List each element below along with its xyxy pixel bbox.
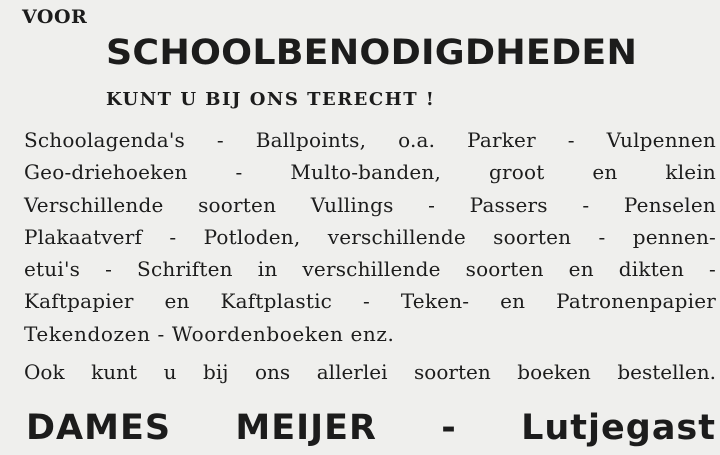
subheadline: KUNT U BIJ ONS TERECHT ! [106,89,436,110]
product-line: Kaftpapier en Kaftplastic - Teken- en Patronenpapier [24,289,716,314]
closing-text: Ook kunt u bij ons allerlei soorten boeken bestellen. [24,360,716,384]
product-line: Tekendozen - Woordenboeken enz. [24,321,395,346]
headline: SCHOOLBENODIGDHEDEN [106,33,638,73]
product-list [24,124,716,350]
product-line: Geo-driehoeken - Multo-banden, groot en klein [24,160,716,185]
shop-name: DAMES MEIJER - Lutjegast [26,408,716,448]
product-line: Verschillende soorten Vullings - Passers - Penselen [24,192,716,217]
product-line: Plakaatverf - Potloden, verschillende soorten - pennen- [24,224,716,249]
product-line: etui's - Schriften in verschillende soorten en dikten - [24,257,716,282]
intro-text: VOOR [22,6,88,28]
product-line: Schoolagenda's - Ballpoints, o.a. Parker - Vulpennen [24,128,716,152]
